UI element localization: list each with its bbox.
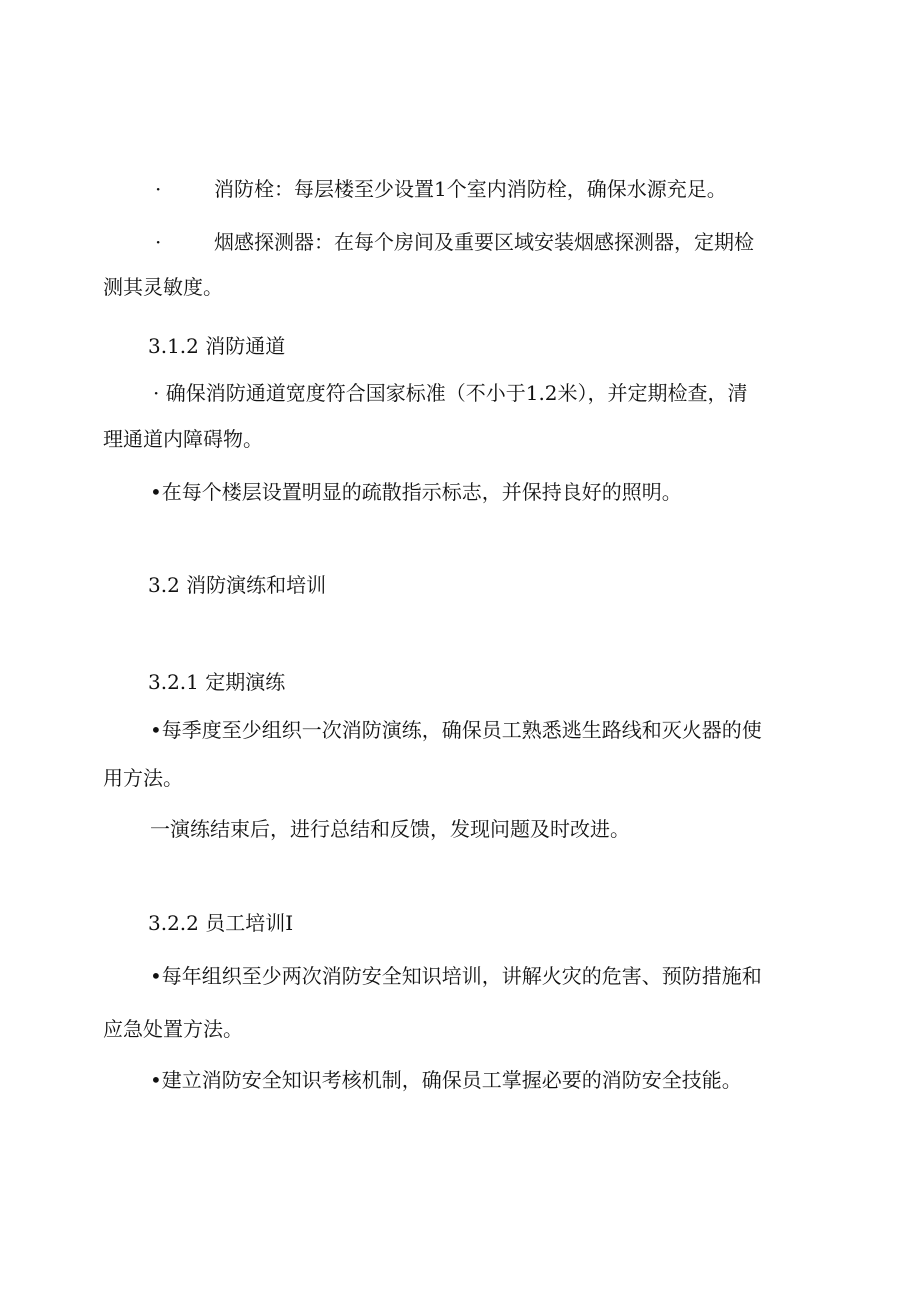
item-hydrant: 消防栓：每层楼至少设置1个室内消防栓，确保水源充足。: [214, 177, 727, 201]
heading-3-2-1: 3.2.1 定期演练: [148, 670, 286, 694]
item-passage-width-line2: 理通道内障碍物。: [103, 427, 263, 451]
item-assessment: •建立消防安全知识考核机制，确保员工掌握必要的消防安全技能。: [150, 1068, 742, 1092]
item-drill-review: 一演练结束后，进行总结和反馈，发现问题及时改进。: [150, 817, 630, 841]
item-training-line2: 应急处置方法。: [103, 1017, 243, 1041]
heading-3-1-2: 3.1.2 消防通道: [148, 334, 286, 358]
heading-3-2-2: 3.2.2 员工培训I: [148, 911, 294, 935]
item-smoke-detector-line1: 烟感探测器：在每个房间及重要区域安装烟感探测器，定期检: [214, 230, 754, 254]
item-quarterly-drill-line2: 用方法。: [103, 766, 183, 790]
item-quarterly-drill-line1: •每季度至少组织一次消防演练，确保员工熟悉逃生路线和灭火器的使: [150, 718, 762, 742]
item-training-line1: •每年组织至少两次消防安全知识培训，讲解火灾的危害、预防措施和: [150, 964, 762, 988]
item-smoke-detector-line2: 测其灵敏度。: [103, 275, 223, 299]
bullet-smoke-detector: ·: [155, 230, 162, 254]
item-evacuation-signs: •在每个楼层设置明显的疏散指示标志，并保持良好的照明。: [150, 480, 682, 504]
heading-3-2: 3.2 消防演练和培训: [148, 573, 327, 597]
item-passage-width-line1: · 确保消防通道宽度符合国家标准（不小于1.2米），并定期检查，清: [153, 381, 748, 405]
bullet-hydrant: ·: [155, 177, 162, 201]
